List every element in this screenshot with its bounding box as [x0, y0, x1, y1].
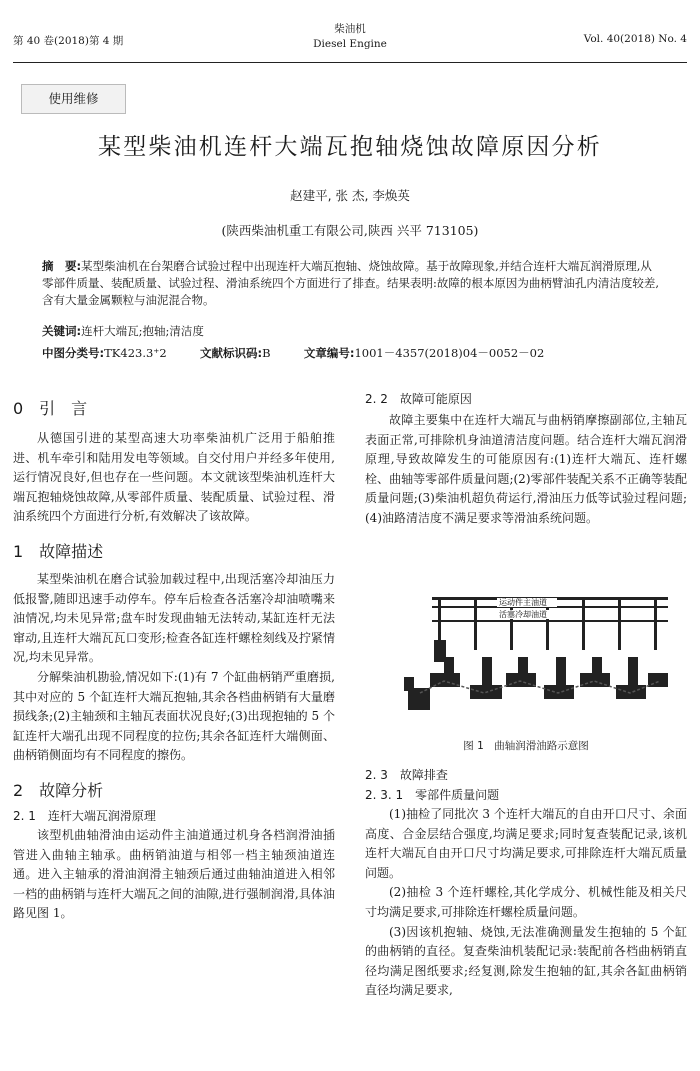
doc-code-value: B: [262, 346, 271, 360]
section-0-heading: 0 引 言: [13, 399, 88, 418]
abstract-text: 某型柴油机在台架磨合试验过程中出现连杆大端瓦抱轴、烧蚀故障。基于故障现象,并结合连杆大端瓦润滑原理,从零部件质量、装配质量、试验过程、滑油系统四个方面进行了排查。结果表明:故障的根本原因为曲柄臂油孔内清洁度较差,含有大量金属颗粒与油泥混合物。: [42, 259, 660, 307]
journal-name-cn: 柴油机: [334, 23, 366, 35]
authors: 赵建平, 张 杰, 李焕英: [290, 188, 410, 203]
journal-volume: Vol. 40(2018) No. 4: [583, 33, 687, 45]
clc-value: TK423.3⁺2: [104, 346, 167, 360]
classification: [42, 345, 662, 362]
journal-name-en: Diesel Engine: [313, 38, 387, 50]
section-1-paragraph-1: 某型柴油机在磨合试验加载过程中,出现活塞冷却油压力低报警,随即迅速手动停车。停车后检查各活塞冷却油喷嘴来油情况,均未见异常;盘车时发现曲轴无法转动,某缸连杆无法窜动,且连杆大端瓦瓦口变形;检查各缸连杆螺栓刻线及拧紧情况,均未见异常。: [13, 571, 335, 665]
section-2-1-paragraph: 该型机曲轴滑油由运动件主油道通过机身各档润滑油插管进入曲轴主轴承。曲柄销油道与相邻一档主轴颈油道连通。进入主轴承的滑油润滑主轴颈后通过曲轴油道进入相邻一档的曲柄销与连杆大端瓦之间的油隙,进行强制润滑,具体油路见图 1。: [13, 827, 335, 921]
article-number-value: 1001－4357(2018)04－0052－02: [354, 346, 545, 360]
keywords-text: 连杆大端瓦;抱轴;清洁度: [81, 324, 204, 338]
section-2-3-1-paragraph-2: (2)抽检 3 个连杆螺栓,其化学成分、机械性能及相关尺寸均满足要求,可排除连杆螺栓质量问题。: [365, 885, 687, 919]
keywords-label: 关键词:: [42, 324, 82, 338]
paper-title: 某型柴油机连杆大端瓦抱轴烧蚀故障原因分析: [98, 134, 602, 160]
figure-1-caption: 图 1 曲轴润滑油路示意图: [463, 740, 589, 752]
section-2-3-1-paragraph-3: (3)因该机抱轴、烧蚀,无法准确测量发生抱轴的 5 个缸的曲柄销的直径。复查柴油机装配记录:装配前各档曲柄销直径均满足图纸要求;经复测,除发生抱轴的缸,其余各缸曲柄销直径均满足要求,: [365, 924, 687, 998]
section-2-1-heading: 2. 1 连杆大端瓦润滑原理: [13, 808, 156, 823]
keywords: [42, 323, 662, 340]
section-1-heading: 1 故障描述: [13, 541, 104, 561]
section-2-3-1-paragraph-1: (1)抽检了同批次 3 个连杆大端瓦的自由开口尺寸、余面高度、合金层结合强度,均满足要求;同时复查装配记录,该机连杆大端瓦自由开口尺寸均满足要求,可排除连杆大端瓦质量问题。: [365, 807, 687, 880]
left-column: [13, 396, 335, 924]
article-number-label: 文章编号:: [303, 346, 355, 360]
figure-1-label-top: 运动件主油道: [499, 598, 547, 607]
column-tag: 使用维修: [21, 84, 126, 114]
section-2-heading: 2 故障分析: [13, 780, 104, 800]
section-2-2-heading: 2. 2 故障可能原因: [365, 392, 472, 406]
affiliation: (陕西柴油机重工有限公司,陕西 兴平 713105): [221, 223, 479, 238]
journal-issue: 第 40 卷(2018)第 4 期: [13, 35, 124, 47]
right-column-top: [365, 390, 687, 529]
crankshaft-lubrication-diagram: [404, 593, 668, 723]
clc-label: 中图分类号:: [42, 346, 105, 360]
abstract-label: 摘 要:: [42, 259, 82, 273]
section-2-3-1-heading: 2. 3. 1 零部件质量问题: [365, 788, 500, 802]
doc-code-label: 文献标识码:: [200, 346, 263, 360]
section-0-paragraph: 从德国引进的某型高速大功率柴油机广泛用于船舶推进、机车牵引和陆用发电等领域。自交付用户并经多年使用,运行情况良好,但也存在一些问题。本文就该型柴油机连杆大端瓦抱轴烧蚀故障,从零部件质量、装配质量、试验过程、滑油系统四个方面进行分析,有效解决了该故障。: [13, 431, 335, 524]
figure-1: [404, 593, 668, 723]
section-1-paragraph-2: 分解柴油机勘验,情况如下:(1)有 7 个缸曲柄销严重磨损,其中对应的 5 个缸连杆大端瓦抱轴,其余各档曲柄销有大量磨损线条;(2)主轴颈和主轴瓦表面状况良好;(3)出现抱轴的 5 个缸连杆大端孔出现不同程度的拉伤;其余各缸连杆大端侧面、曲柄销侧面均有不同程度的擦伤。: [13, 669, 335, 763]
abstract: [42, 258, 662, 309]
section-2-3-heading: 2. 3 故障排查: [365, 768, 448, 782]
figure-1-label-mid: 活塞冷却油道: [499, 610, 547, 619]
section-2-2-paragraph: 故障主要集中在连杆大端瓦与曲柄销摩擦副部位,主轴瓦表面正常,可排除机身油道清洁度问题。结合连杆大端瓦润滑原理,导致故障发生的可能原因有:(1)连杆大端瓦、连杆螺栓、曲轴等零部件质量问题;(2)零部件装配关系不正确等装配质量问题;(3)柴油机超负荷运行,滑油压力低等试验过程问题;(4)油路清洁度不满足要求等滑油系统问题。: [365, 413, 687, 525]
right-column-bottom: [365, 766, 687, 1001]
header-rule: [13, 62, 687, 63]
